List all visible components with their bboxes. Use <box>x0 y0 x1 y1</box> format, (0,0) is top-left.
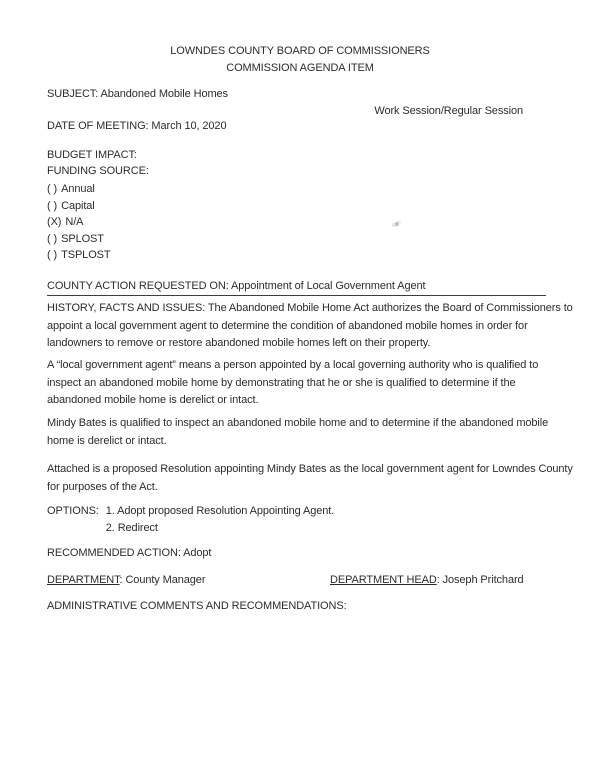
department-value: : County Manager <box>119 574 206 586</box>
history-paragraph <box>47 300 573 353</box>
meeting-date: DATE OF MEETING: March 10, 2020 <box>47 120 227 132</box>
county-action-line: COUNTY ACTION REQUESTED ON: Appointment of Local Government Agent <box>47 280 426 292</box>
checkbox-mark-checked: (X) <box>47 216 62 229</box>
attachment-paragraph <box>47 461 573 496</box>
document-title-line2: COMMISSION AGENDA ITEM <box>226 62 374 74</box>
option-item: 1. Adopt proposed Resolution Appointing Agent. <box>105 505 335 517</box>
funding-option-annual <box>47 181 111 198</box>
qualification-paragraph <box>47 415 548 450</box>
paragraph-line: Attached is a proposed Resolution appointing Mindy Bates as the local government agent for Lowndes County <box>47 463 573 475</box>
checkbox-mark: ( ) <box>47 183 58 195</box>
admin-comments-label: ADMINISTRATIVE COMMENTS AND RECOMMENDATIONS: <box>47 600 347 612</box>
paragraph-line: inspect an abandoned mobile home by demonstrating that he or she is qualified to determine if the <box>47 376 516 389</box>
budget-impact-label: BUDGET IMPACT: <box>47 149 137 161</box>
paragraph-line: abandoned mobile home is derelict or intact. <box>47 394 259 406</box>
funding-option-capital <box>47 198 111 215</box>
funding-option-label: Annual <box>61 183 95 195</box>
session-type: Work Session/Regular Session <box>374 105 523 117</box>
subject-line: SUBJECT: Abandoned Mobile Homes <box>47 88 228 100</box>
option-item: 2. Redirect <box>105 522 158 534</box>
paragraph-line: for purposes of the Act. <box>47 480 158 493</box>
paragraph-line: Mindy Bates is qualified to inspect an abandoned mobile home and to determine if the abandoned mobile <box>47 417 549 429</box>
funding-source-label: FUNDING SOURCE: <box>47 165 149 177</box>
funding-options-list <box>47 181 111 264</box>
funding-option-label: N/A <box>65 216 84 229</box>
checkbox-mark: ( ) <box>47 199 58 212</box>
department-head-value: : Joseph Pritchard <box>436 574 524 586</box>
paragraph-line: home is derelict or intact. <box>47 434 167 447</box>
funding-option-label: Capital <box>61 199 95 212</box>
recommended-action-line: RECOMMENDED ACTION: Adopt <box>47 547 212 559</box>
options-list <box>106 503 334 537</box>
options-label: OPTIONS: <box>47 505 99 517</box>
section-divider <box>47 295 546 296</box>
funding-option-splost <box>47 231 111 248</box>
paragraph-line: appoint a local government agent to determine the condition of abandoned mobile homes in order for <box>47 319 528 332</box>
scan-artifact-mark <box>395 222 399 226</box>
paragraph-line: landowners to remove or restore abandoned mobile homes left on their property. <box>47 337 431 349</box>
funding-option-na <box>47 214 111 231</box>
options-section <box>47 503 334 537</box>
checkbox-mark: ( ) <box>47 232 58 245</box>
paragraph-line: HISTORY, FACTS AND ISSUES: The Abandoned Mobile Home Act authorizes the Board of Commissioners to <box>47 302 573 314</box>
checkbox-mark: ( ) <box>47 249 58 262</box>
document-title <box>0 43 600 77</box>
agent-definition-paragraph <box>47 357 538 410</box>
document-title-line1: LOWNDES COUNTY BOARD OF COMMISSIONERS <box>170 45 430 57</box>
funding-option-tsplost <box>47 247 111 264</box>
funding-option-label: TSPLOST <box>61 249 111 262</box>
department-label: DEPARTMENT <box>47 574 120 586</box>
funding-option-label: SPLOST <box>61 232 104 245</box>
paragraph-line: A “local government agent” means a person appointed by a local governing authority who is qualified to <box>47 359 539 371</box>
department-head-line <box>330 574 524 587</box>
department-line <box>47 574 205 587</box>
department-head-label: DEPARTMENT HEAD <box>330 574 437 586</box>
